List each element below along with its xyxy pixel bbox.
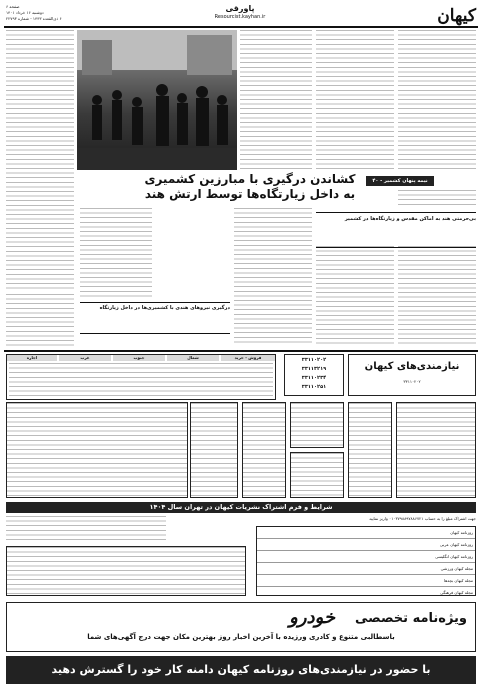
ad-block-5 (242, 402, 286, 498)
subscription-form[interactable] (6, 546, 246, 596)
masthead-logo: کیهان (437, 6, 476, 26)
article-column-7 (316, 246, 394, 346)
crowd-scene-image (77, 30, 237, 170)
headline-line-2: به داخل زیارتگاه‌ها توسط ارتش هند (144, 187, 356, 201)
article-photo (77, 30, 237, 170)
series-caption: نیمه پنهان کشمیر - ۴۰ (366, 176, 434, 186)
col-header-north: شمال (167, 355, 219, 361)
pub-1: روزنامه کیهان (257, 527, 475, 539)
article-column-5 (398, 190, 476, 208)
phone-3: ۳۳۱۱۰۲۳۴ (301, 375, 327, 381)
pullquote-left: درگیری نیروهای هندی با کشمیری‌ها در داخل زیارتگاه (80, 302, 230, 334)
classifieds-contact: ۳۳۱۱۰۲۰۲ (403, 379, 421, 384)
article-column-9 (80, 208, 152, 298)
pullquote-right: بی‌حرمتی هند به اماکن مقدس و زیارتگاه‌ها در کشمیر (316, 212, 476, 248)
article-column-4 (6, 30, 74, 290)
article-column-3 (240, 30, 312, 170)
header-rule (4, 26, 478, 28)
ad-block-7 (6, 402, 188, 498)
ad-block-6 (190, 402, 238, 498)
article-column-2 (316, 30, 394, 170)
subscription-table (256, 526, 476, 596)
ad-block-1 (396, 402, 476, 498)
section-divider (4, 350, 478, 352)
phone-2: ۳۳۱۱۳۲۱۹ (301, 366, 327, 372)
classifieds-title: نیازمندی‌های کیهان (364, 361, 460, 372)
issue-number: ۶ ذی‌القعده ۱۴۴۳ - شماره ۲۲۷۹۳ (6, 16, 62, 21)
pub-4: مجله کیهان ورزشی (257, 563, 475, 575)
article-column-10 (6, 294, 74, 346)
auto-special-ad (6, 602, 476, 652)
real-estate-table (6, 354, 276, 400)
ad-block-2 (348, 402, 392, 498)
auto-ad-title: ویژه‌نامه تخصصی (355, 611, 467, 626)
issue-date: دوشنبه ۱۶ خرداد ۱۴۰۱ (6, 10, 44, 15)
article-column-1 (398, 30, 476, 170)
auto-ad-text: باسطالبی متنوع و کادری ورزیده با آخرین اخبار روز بهترین مکان جهت درج آگهی‌های شما (87, 633, 395, 641)
subscription-terms (6, 516, 166, 542)
classifieds-banner (348, 354, 476, 396)
listing-rows (9, 363, 273, 397)
ad-block-4 (290, 452, 344, 498)
section-title: پاورقی (225, 4, 255, 13)
pub-2: روزنامه کیهان عربی (257, 539, 475, 551)
pub-5: مجله کیهان بچه‌ها (257, 575, 475, 587)
col-header-west: غرب (59, 355, 111, 361)
bottom-banner: با حضور در نیازمندی‌های روزنامه کیهان دامنه کار خود را گسترش دهید (6, 656, 476, 684)
col-header-south: جنوب (113, 355, 165, 361)
subscription-title: شرایط و فرم اشتراک نشریات کیهان در تهران سال ۱۴۰۴ (6, 502, 476, 513)
phone-4: ۳۳۱۱۰۲۵۱ (301, 384, 327, 390)
pub-3: روزنامه کیهان انگلیسی (257, 551, 475, 563)
col-header-rent: اجاره (7, 355, 57, 361)
article-column-6 (398, 246, 476, 346)
subscription-account: جهت اشتراک مبلغ را به حساب ۰۱۰۳۷۹۸۸۹۷۸۸۶۷۲۱ واریز نمایید (369, 516, 476, 521)
headline-line-1: کشاندن درگیری با مبارزین کشمیری (144, 172, 356, 186)
page-number: صفحه ۶ (6, 4, 20, 9)
phone-1: ۳۳۱۱۰۲۰۲ (301, 357, 327, 363)
ad-block-3 (290, 402, 344, 448)
col-header-sale: فروش - خرید (221, 355, 275, 361)
website-url[interactable]: Resourcist.kayhan.ir (214, 14, 266, 20)
article-column-8 (234, 208, 312, 346)
auto-ad-brand: خودرو (289, 607, 335, 628)
pub-6: مجله کیهان فرهنگی (440, 590, 473, 595)
phone-list (284, 354, 344, 396)
